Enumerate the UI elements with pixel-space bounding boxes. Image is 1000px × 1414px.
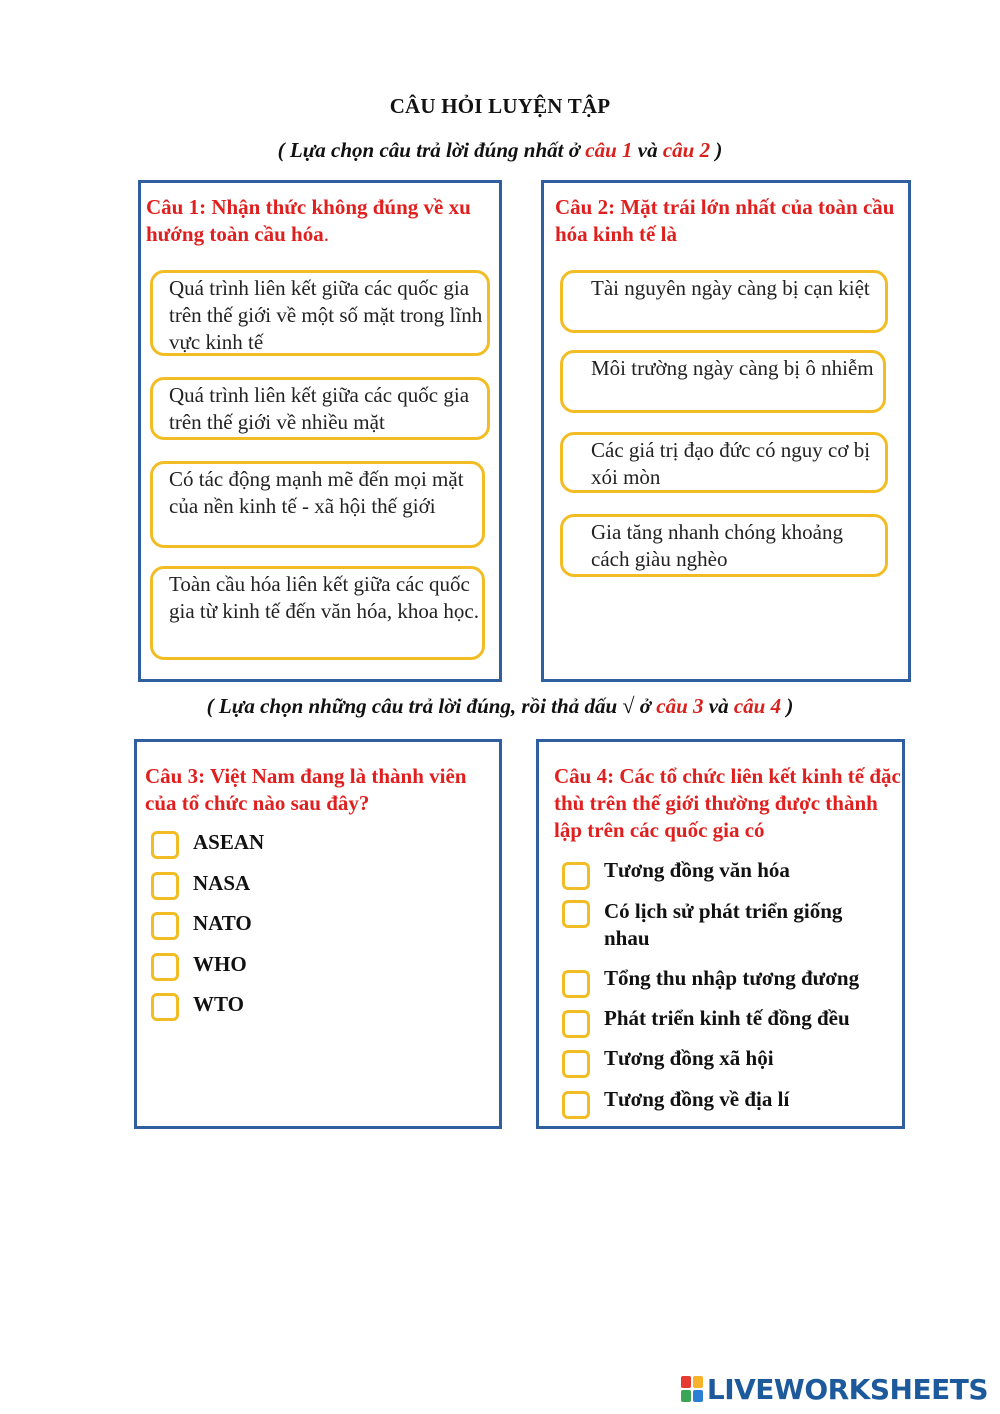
liveworksheets-logo-icon xyxy=(681,1376,703,1402)
question-1-option-1[interactable]: Quá trình liên kết giữa các quốc gia trên thế giới về một số mặt trong lĩnh vực kinh tế xyxy=(150,270,490,356)
question-2-title: Câu 2: Mặt trái lớn nhất của toàn cầu hóa kinh tế là xyxy=(555,195,895,246)
question-1-title xyxy=(146,194,498,248)
question-1-panel xyxy=(138,180,502,682)
question-4-option-5[interactable] xyxy=(562,1045,892,1079)
question-4-option-3[interactable] xyxy=(562,965,892,999)
checkbox[interactable] xyxy=(562,862,590,890)
question-3-option-1[interactable] xyxy=(151,829,451,863)
instruction-single-choice xyxy=(0,138,1000,163)
checkbox[interactable] xyxy=(151,831,179,859)
instruction-2-mid2: và xyxy=(703,694,734,718)
option-label: Tương đồng xã hội xyxy=(604,1046,774,1070)
instruction-1-ref1: câu 1 xyxy=(585,138,633,162)
question-4-option-1[interactable] xyxy=(562,857,892,891)
question-1-option-4[interactable]: Toàn cầu hóa liên kết giữa các quốc gia từ kinh tế đến văn hóa, khoa học. xyxy=(150,566,485,660)
question-3-option-2[interactable] xyxy=(151,870,451,904)
liveworksheets-logo-text: LIVEWORKSHEETS xyxy=(706,1372,988,1406)
option-label: ASEAN xyxy=(193,830,265,854)
instruction-2-ref1: câu 3 xyxy=(656,694,704,718)
option-label: Phát triển kinh tế đồng đều xyxy=(604,1006,850,1030)
checkbox[interactable] xyxy=(151,953,179,981)
question-3-option-3[interactable] xyxy=(151,910,451,944)
option-label: WHO xyxy=(193,952,247,976)
instruction-2-mid1: ở xyxy=(634,694,657,718)
question-4-title: Câu 4: Các tổ chức liên kết kinh tế đặc thù trên thế giới thường được thành lập trên các quốc gia có xyxy=(554,764,901,842)
option-label: Có lịch sử phát triển giống nhau xyxy=(604,899,843,950)
question-2-option-1[interactable]: Tài nguyên ngày càng bị cạn kiệt xyxy=(560,270,888,333)
instruction-multi-choice xyxy=(0,693,1000,719)
question-3-option-5[interactable] xyxy=(151,991,451,1025)
question-1-title-text: Câu 1: Nhận thức không đúng về xu hướng toàn cầu hóa xyxy=(146,195,471,246)
checkbox[interactable] xyxy=(562,1010,590,1038)
checkmark-icon: √ xyxy=(622,693,635,718)
option-label: NASA xyxy=(193,871,251,895)
question-1-option-3[interactable]: Có tác động mạnh mẽ đến mọi mặt của nền kinh tế - xã hội thế giới xyxy=(150,461,485,548)
question-2-option-4[interactable]: Gia tăng nhanh chóng khoảng cách giàu nghèo xyxy=(560,514,888,577)
checkbox[interactable] xyxy=(562,1050,590,1078)
checkbox[interactable] xyxy=(151,993,179,1021)
checkbox[interactable] xyxy=(151,912,179,940)
checkbox[interactable] xyxy=(151,872,179,900)
option-label: WTO xyxy=(193,992,244,1016)
question-3-option-4[interactable] xyxy=(151,951,451,985)
question-2-panel xyxy=(541,180,911,682)
checkbox[interactable] xyxy=(562,970,590,998)
question-2-option-2[interactable]: Môi trường ngày càng bị ô nhiễm xyxy=(560,350,886,413)
instruction-1-mid: và xyxy=(632,138,663,162)
question-4-option-2[interactable] xyxy=(562,898,892,954)
checkbox[interactable] xyxy=(562,1091,590,1119)
question-4-panel xyxy=(536,739,905,1129)
option-label: Tương đồng văn hóa xyxy=(604,858,790,882)
instruction-2-prefix: ( Lựa chọn những câu trả lời đúng, rồi thả dấu xyxy=(206,694,623,718)
question-4-option-4[interactable] xyxy=(562,1005,892,1039)
question-1-option-2[interactable]: Quá trình liên kết giữa các quốc gia trên thế giới về nhiều mặt xyxy=(150,377,490,440)
option-label: Tương đồng về địa lí xyxy=(604,1087,790,1111)
option-label: Tổng thu nhập tương đương xyxy=(604,966,860,990)
question-3-title: Câu 3: Việt Nam đang là thành viên của tổ chức nào sau đây? xyxy=(145,764,467,815)
checkbox[interactable] xyxy=(562,900,590,928)
question-4-option-6[interactable] xyxy=(562,1086,892,1120)
question-1-title-end: . xyxy=(323,222,329,246)
liveworksheets-logo xyxy=(681,1373,988,1405)
instruction-1-suffix: ) xyxy=(710,138,723,162)
page-title: CÂU HỎI LUYỆN TẬP xyxy=(389,94,611,118)
question-2-option-3[interactable]: Các giá trị đạo đức có nguy cơ bị xói mòn xyxy=(560,432,888,493)
instruction-2-suffix: ) xyxy=(781,694,794,718)
instruction-1-prefix: ( Lựa chọn câu trả lời đúng nhất ở xyxy=(277,138,586,162)
question-3-panel xyxy=(134,739,502,1129)
instruction-2-ref2: câu 4 xyxy=(733,694,782,718)
option-label: NATO xyxy=(193,911,252,935)
instruction-1-ref2: câu 2 xyxy=(662,138,711,162)
